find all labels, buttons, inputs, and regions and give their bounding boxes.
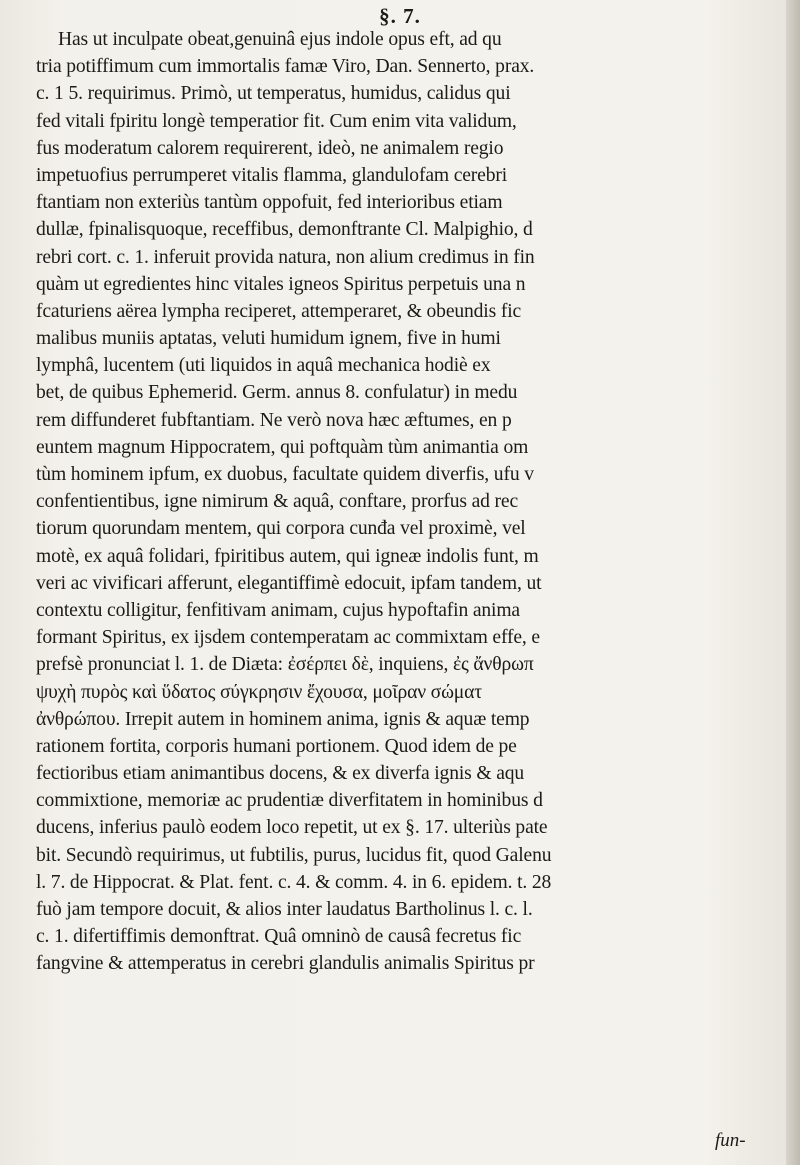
text-line: Has ut inculpate obeat,genuinâ ejus indole opus eft, ad qu <box>58 29 502 50</box>
text-line-greek: ψυχὴ πυρὸς καὶ ὕδατος σύγκρησιν ἔχουσα, μοῖραν σώματ <box>36 681 483 703</box>
text-line: tria potiffimum cum immortalis famæ Viro, Dan. Sennerto, prax. <box>36 56 535 78</box>
section-mark: §. 7. <box>379 4 421 28</box>
text-line: c. 1 5. requirimus. Primò, ut temperatus, humidus, calidus qui <box>36 83 511 105</box>
text-line: c. 1. difertiffimis demonftrat. Quâ omninò de causâ fecretus fic <box>36 926 522 948</box>
catchword: fun- <box>715 1130 746 1151</box>
text-line: rebri cort. c. 1. inferuit provida natura, non alium credimus in fin <box>36 246 535 268</box>
text-line: fectioribus etiam animantibus docens, & ex diverfa ignis & aqu <box>36 763 525 785</box>
text-line: fus moderatum calorem requirerent, ideò, ne animalem regio <box>36 137 504 159</box>
text-line: dullæ, fpinalisquoque, receffibus, demonftrante Cl. Malpighio, d <box>36 219 533 241</box>
body-text <box>36 26 788 978</box>
text-line: ftantiam non exteriùs tantùm oppofuit, fed interioribus etiam <box>36 192 503 214</box>
text-line: fed vitali fpiritu longè temperatior fit. Cum enim vita validum, <box>36 110 517 132</box>
text-line: malibus muniis aptatas, veluti humidum ignem, five in humi <box>36 328 501 350</box>
text-line: tiorum quorundam mentem, qui corpora cunđa vel proximè, vel <box>36 518 526 540</box>
text-line: bet, de quibus Ephemerid. Germ. annus 8. confulatur) in medu <box>36 382 518 404</box>
text-line: bit. Secundò requirimus, ut fubtilis, purus, lucidus fit, quod Galenu <box>36 844 552 866</box>
text-line: motè, ex aquâ folidari, fpiritibus autem, qui igneæ indolis funt, m <box>36 545 539 567</box>
page-edge-shadow <box>786 0 800 1165</box>
text-line: ducens, inferius paulò eodem loco repetit, ut ex §. 17. ulteriùs pate <box>36 817 548 839</box>
text-line: quàm ut egredientes hinc vitales igneos Spiritus perpetuis una n <box>36 273 526 295</box>
text-line: ἀνθρώπου. Irrepit autem in hominem anima, ignis & aquæ temp <box>36 708 530 730</box>
text-line: rationem fortita, corporis humani portionem. Quod idem de pe <box>36 735 517 757</box>
text-line: lymphâ, lucentem (uti liquidos in aquâ mechanica hodiè ex <box>36 355 491 377</box>
text-line: contextu colligitur, fenfitivam animam, cujus hypoftafin anima <box>36 599 520 621</box>
text-line: commixtione, memoriæ ac prudentiæ diverfitatem in hominibus d <box>36 790 543 812</box>
text-line: l. 7. de Hippocrat. & Plat. fent. c. 4. & comm. 4. in 6. epidem. t. 28 <box>36 871 552 893</box>
text-line: fuò jam tempore docuit, & alios inter laudatus Bartholinus l. c. l. <box>36 899 533 920</box>
text-line: euntem magnum Hippocratem, qui poftquàm tùm animantia om <box>36 436 529 458</box>
text-line: impetuofius perrumperet vitalis flamma, glandulofam cerebri <box>36 164 508 186</box>
text-line: prefsè pronunciat l. 1. de Diæta: ἐσέρπει δὲ, inquiens, ἐς ἄνθρωπ <box>36 654 534 676</box>
text-line: confentientibus, igne nimirum & aquâ, conftare, prorfus ad rec <box>36 491 519 513</box>
text-line: tùm hominem ipfum, ex duobus, facultate quidem diverfis, ufu v <box>36 464 534 485</box>
text-line: fangvine & attemperatus in cerebri glandulis animalis Spiritus pr <box>36 953 535 975</box>
text-line: fcaturiens aërea lympha reciperet, attemperaret, & obeundis fic <box>36 300 522 322</box>
text-line: rem diffunderet fubftantiam. Ne verò nova hæc æftumes, en p <box>36 409 512 431</box>
text-line: veri ac vivificari afferunt, elegantiffimè edocuit, ipfam tandem, ut <box>36 572 542 594</box>
text-line: formant Spiritus, ex ijsdem contemperatam ac commixtam effe, e <box>36 627 540 649</box>
